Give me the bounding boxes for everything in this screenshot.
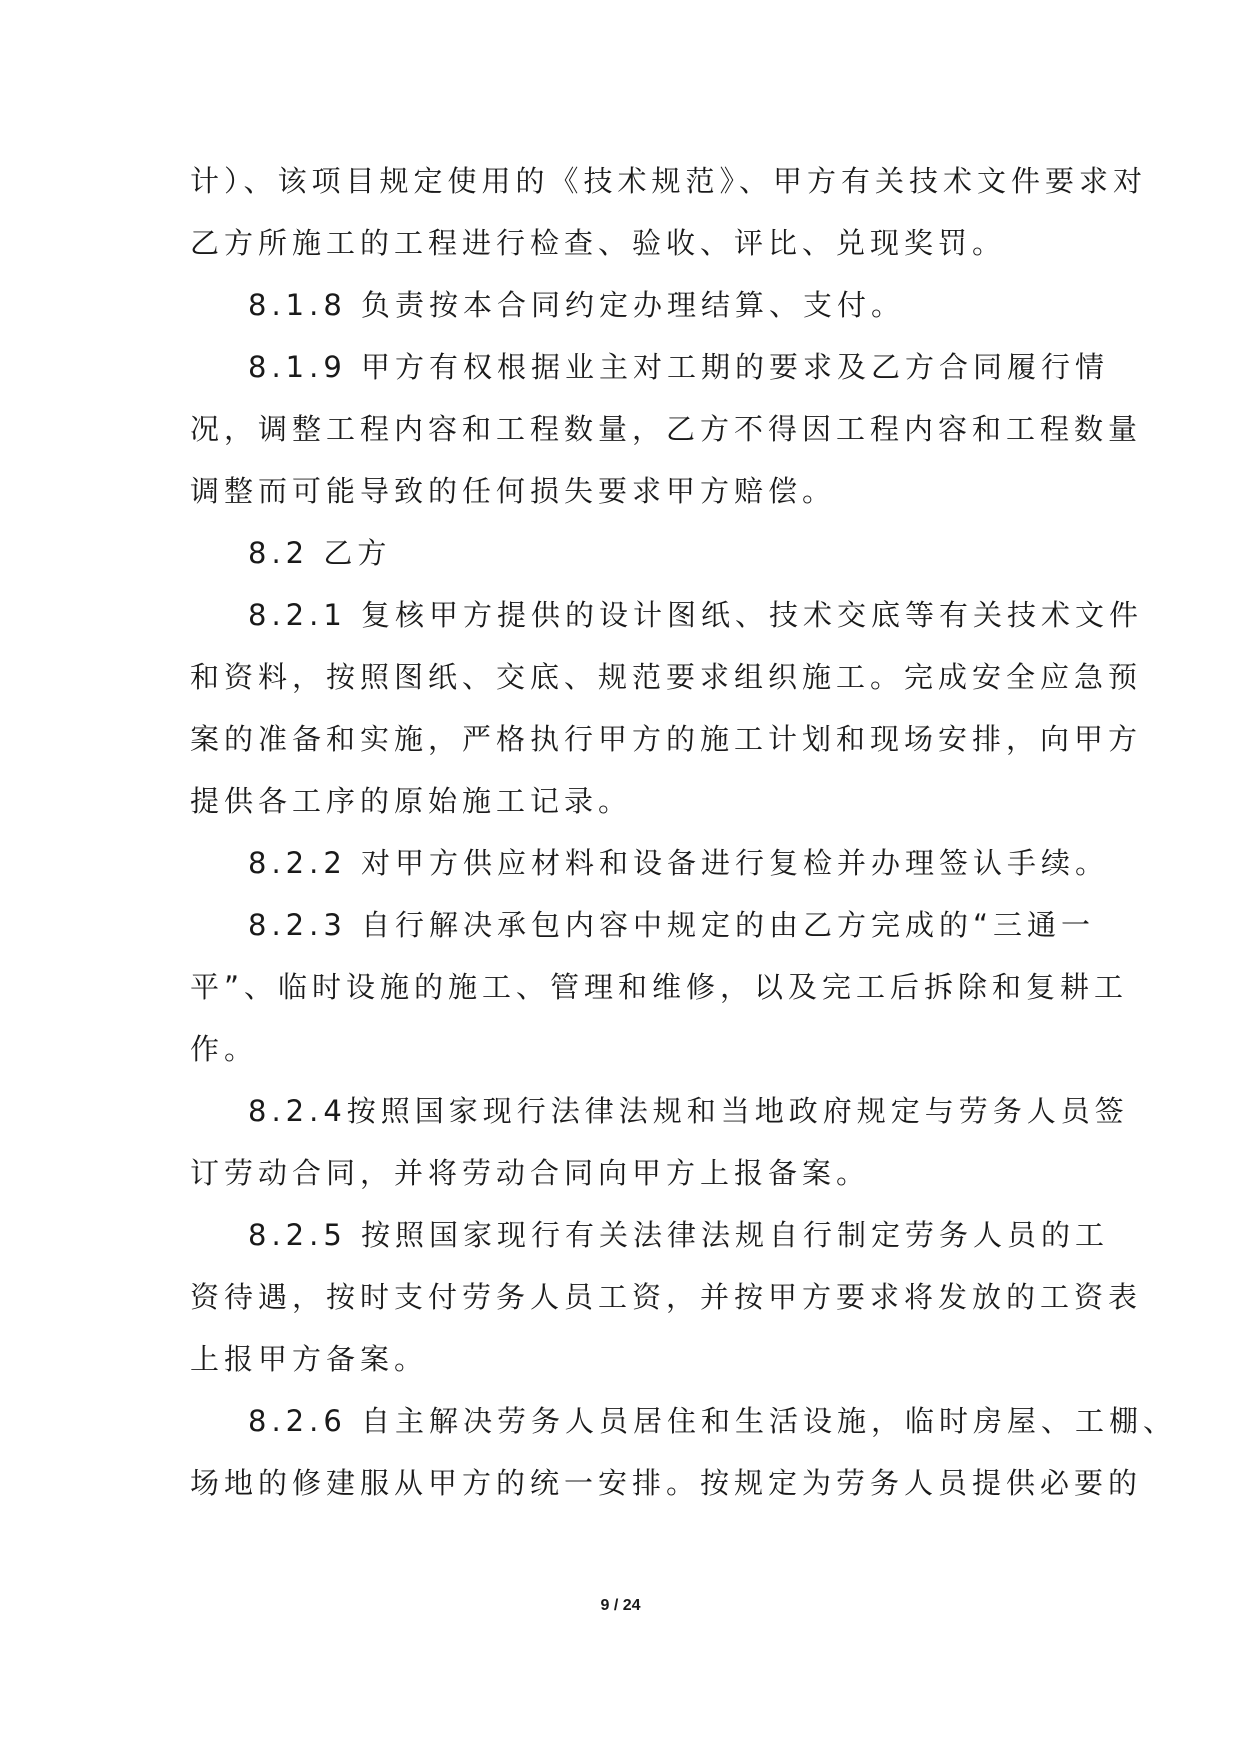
text-line: 8.2.6 自主解决劳务人员居住和生活设施，临时房屋、工棚、 (248, 1404, 1178, 1438)
document-body (190, 150, 1178, 1514)
page-number: 9 / 24 (600, 1597, 641, 1614)
text-line: 8.1.8 负责按本合同约定办理结算、支付。 (248, 288, 906, 322)
text-line: 和资料，按照图纸、交底、规范要求组织施工。完成安全应急预 (190, 660, 1143, 694)
text-line: 况，调整工程内容和工程数量，乙方不得因工程内容和工程数量 (190, 412, 1143, 446)
text-line: 调整而可能导致的任何损失要求甲方赔偿。 (190, 474, 837, 508)
text-line: 作。 (190, 1032, 259, 1066)
text-line: 8.1.9 甲方有权根据业主对工期的要求及乙方合同履行情 (248, 350, 1110, 384)
text-line: 8.2.4按照国家现行法律法规和当地政府规定与劳务人员签 (248, 1094, 1129, 1128)
text-line: 平”、临时设施的施工、管理和维修，以及完工后拆除和复耕工 (190, 970, 1129, 1004)
text-line: 8.2.2 对甲方供应材料和设备进行复检并办理签认手续。 (248, 846, 1110, 880)
text-line: 订劳动合同，并将劳动合同向甲方上报备案。 (190, 1156, 871, 1190)
text-line: 8.2.1 复核甲方提供的设计图纸、技术交底等有关技术文件 (248, 598, 1144, 632)
text-line: 计）、该项目规定使用的《技术规范》、甲方有关技术文件要求对 (190, 164, 1148, 198)
text-line: 资待遇，按时支付劳务人员工资，并按甲方要求将发放的工资表 (190, 1280, 1143, 1314)
text-line: 8.2.5 按照国家现行有关法律法规自行制定劳务人员的工 (248, 1218, 1110, 1252)
text-line: 案的准备和实施，严格执行甲方的施工计划和现场安排，向甲方 (190, 722, 1143, 756)
text-line: 8.2 乙方 (248, 536, 392, 570)
text-line: 乙方所施工的工程进行检查、验收、评比、兑现奖罚。 (190, 226, 1007, 260)
text-line: 上报甲方备案。 (190, 1342, 429, 1376)
text-line: 8.2.3 自行解决承包内容中规定的由乙方完成的“三通一 (248, 908, 1096, 942)
text-line: 场地的修建服从甲方的统一安排。按规定为劳务人员提供必要的 (190, 1466, 1143, 1500)
text-line: 提供各工序的原始施工记录。 (190, 784, 633, 818)
